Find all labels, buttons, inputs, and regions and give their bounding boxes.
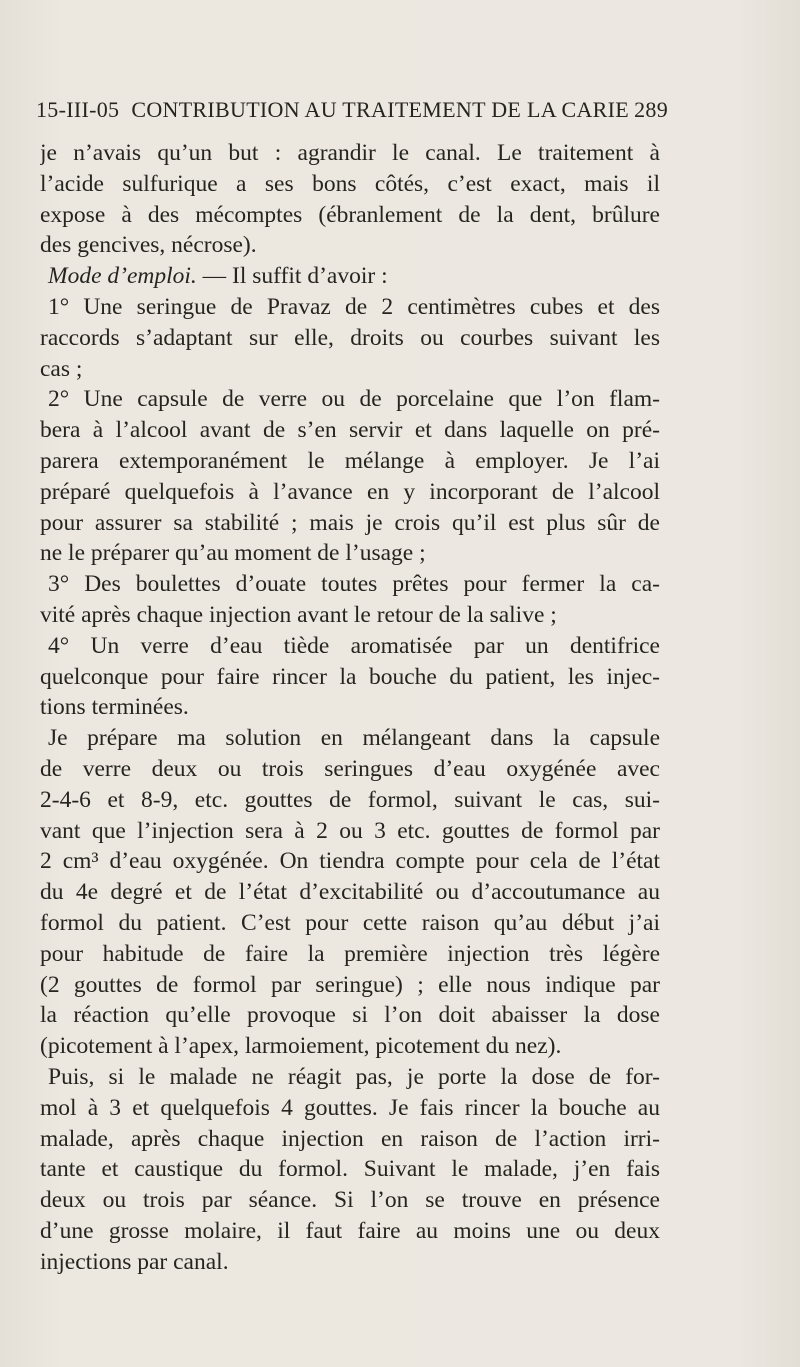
- line-text: quelconque pour faire rincer la bouche du patient, les injec-: [40, 663, 660, 690]
- text-line: [40, 200, 660, 231]
- line-text: tions terminées.: [40, 694, 189, 721]
- line-text: préparé quelquefois à l’avance en y incorporant de l’alcool: [40, 478, 660, 505]
- text-line: [40, 846, 660, 877]
- text-line: [40, 169, 660, 200]
- line-text: mol à 3 et quelquefois 4 gouttes. Je fais rincer la bouche au: [40, 1094, 660, 1121]
- line-text: je n’avais qu’un but : agrandir le canal. Le traitement à: [40, 140, 660, 166]
- line-text: d’une grosse molaire, il faut faire au moins une ou deux: [40, 1217, 660, 1244]
- line-text: 2 cm³ d’eau oxygénée. On tiendra compte pour cela de l’état: [40, 848, 660, 875]
- text-line: [40, 1247, 660, 1278]
- line-text: expose à des mécomptes (ébranlement de la dent, brûlure: [40, 201, 660, 228]
- text-line: [40, 1000, 660, 1031]
- text-line: [40, 323, 660, 354]
- header-date: 15-III-05: [36, 97, 120, 122]
- header-title: CONTRIBUTION AU TRAITEMENT DE LA CARIE: [131, 97, 629, 122]
- line-text: 2° Une capsule de verre ou de porcelaine que l’on flam-: [48, 386, 660, 413]
- line-text: tante et caustique du formol. Suivant le malade, j’en fais: [40, 1156, 660, 1183]
- text-line: [40, 230, 660, 261]
- line-text: ne le préparer qu’au moment de l’usage ;: [40, 540, 426, 567]
- page-number: 289: [634, 97, 668, 122]
- text-line: [40, 723, 660, 754]
- text-line: [40, 631, 660, 662]
- text-line: [40, 600, 660, 631]
- line-text: 4° Un verre d’eau tiède aromatisée par un dentifrice: [48, 632, 660, 659]
- line-text: parera extemporanément le mélange à employer. Je l’ai: [40, 447, 660, 474]
- line-text: vité après chaque injection avant le retour de la salive ;: [40, 601, 557, 628]
- line-text: (2 gouttes de formol par seringue) ; elle nous indique par: [40, 971, 660, 998]
- text-line: [40, 785, 660, 816]
- text-line: [40, 816, 660, 847]
- line-text: bera à l’alcool avant de s’en servir et dans laquelle on pré-: [40, 417, 660, 444]
- text-line: [40, 877, 660, 908]
- line-text: cas ;: [40, 355, 83, 382]
- line-text: formol du patient. C’est pour cette raison qu’au début j’ai: [40, 909, 660, 936]
- line-text: Puis, si le malade ne réagit pas, je porte la dose de for-: [48, 1063, 660, 1090]
- text-line: [40, 1031, 660, 1062]
- text-line: [40, 692, 660, 723]
- line-text: (picotement à l’apex, larmoiement, picotement du nez).: [40, 1033, 562, 1060]
- line-text: Je prépare ma solution en mélangeant dans la capsule: [48, 725, 660, 752]
- text-line: [40, 1216, 660, 1247]
- text-line: [40, 538, 660, 569]
- text-line: [40, 292, 660, 323]
- line-text: du 4e degré et de l’état d’excitabilité ou d’accoutumance au: [40, 879, 660, 906]
- text-line: [40, 1154, 660, 1185]
- text-line: [40, 508, 660, 539]
- text-line: [40, 1185, 660, 1216]
- text-line: [40, 446, 660, 477]
- line-text: deux ou trois par séance. Si l’on se trouve en présence: [40, 1187, 660, 1214]
- text-line: [40, 384, 660, 415]
- line-text: l’acide sulfurique a ses bons côtés, c’est exact, mais il: [40, 170, 660, 197]
- text-line: [40, 908, 660, 939]
- line-text: injections par canal.: [40, 1248, 229, 1275]
- text-line: [40, 970, 660, 1001]
- text-line: [40, 662, 660, 693]
- line-text: des gencives, nécrose).: [40, 232, 257, 259]
- line-text: — Il suffit d’avoir :: [196, 263, 388, 290]
- line-text: pour assurer sa stabilité ; mais je crois qu’il est plus sûr de: [40, 509, 660, 536]
- text-line: [40, 1062, 660, 1093]
- text-line: [40, 354, 660, 385]
- line-text: pour habitude de faire la première injection très légère: [40, 940, 660, 967]
- text-line: [40, 1093, 660, 1124]
- body-text: [40, 138, 660, 1277]
- text-line: [40, 569, 660, 600]
- line-text: raccords s’adaptant sur elle, droits ou courbes suivant les: [40, 324, 660, 351]
- section-heading: Mode d’emploi.: [48, 263, 197, 290]
- line-text: 2-4-6 et 8-9, etc. gouttes de formol, suivant le cas, sui-: [40, 786, 660, 813]
- text-line: [40, 754, 660, 785]
- text-line: [40, 477, 660, 508]
- line-text: malade, après chaque injection en raison de l’action irri-: [40, 1125, 660, 1152]
- text-line: [40, 138, 660, 169]
- line-text: de verre deux ou trois seringues d’eau oxygénée avec: [40, 755, 660, 782]
- line-text: vant que l’injection sera à 2 ou 3 etc. gouttes de formol par: [40, 817, 660, 844]
- line-text: la réaction qu’elle provoque si l’on doit abaisser la dose: [40, 1002, 660, 1029]
- text-line: [40, 415, 660, 446]
- line-text: 3° Des boulettes d’ouate toutes prêtes pour fermer la ca-: [48, 571, 660, 598]
- text-line: [40, 939, 660, 970]
- running-head: [36, 97, 668, 127]
- line-text: 1° Une seringue de Pravaz de 2 centimètres cubes et des: [48, 293, 660, 320]
- text-line: [40, 1124, 660, 1155]
- text-line: [40, 261, 660, 292]
